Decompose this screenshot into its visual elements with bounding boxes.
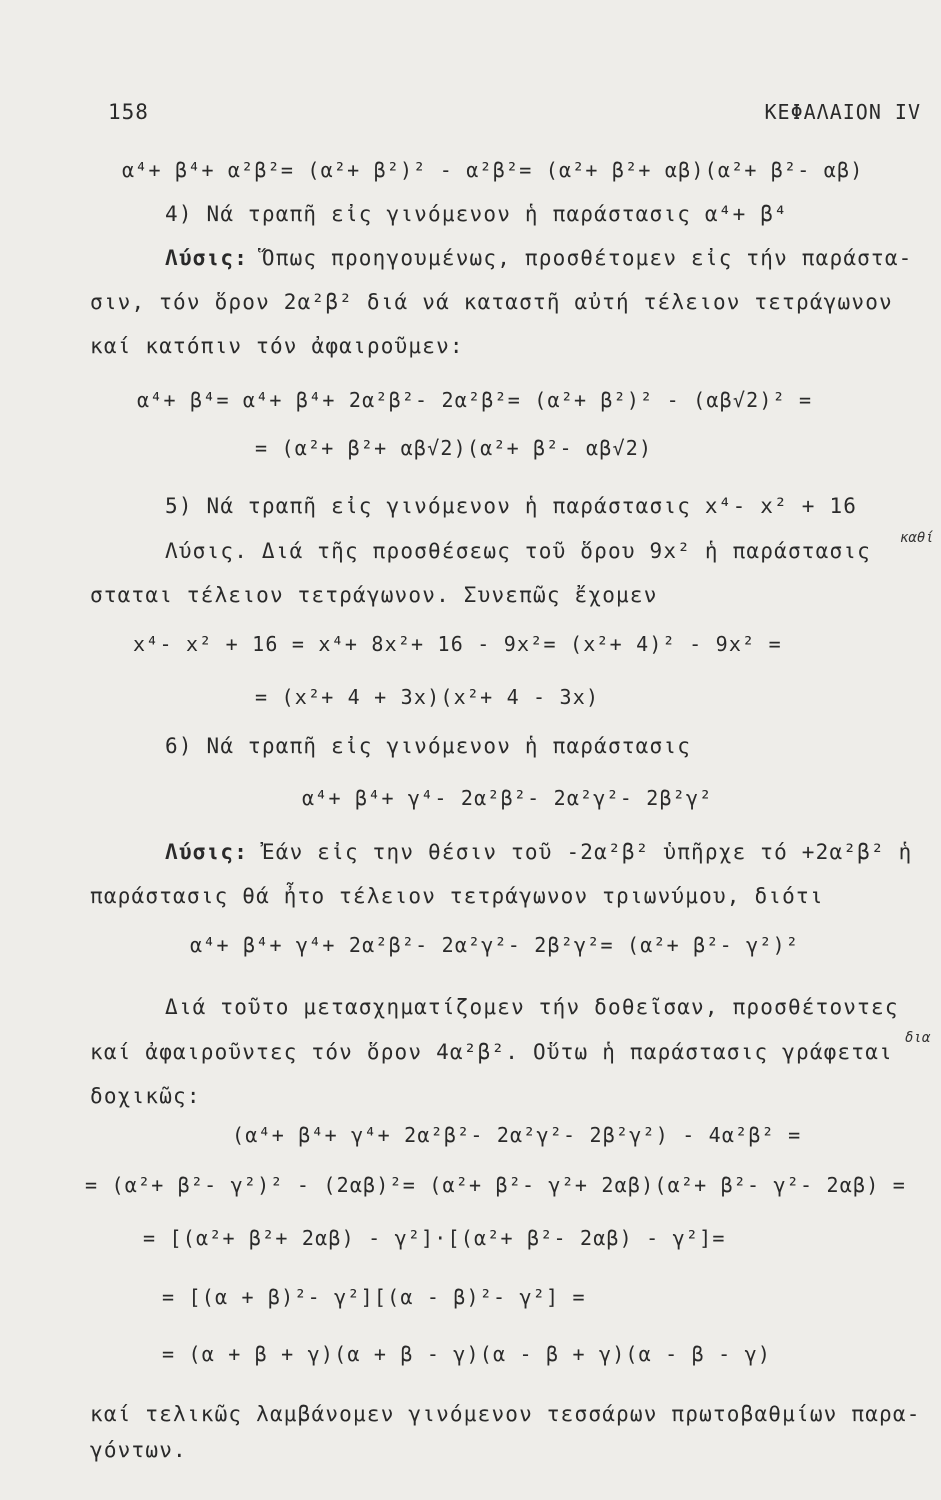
page-header [108, 100, 921, 130]
problem-5-heading: 5) Νά τραπῆ εἰς γινόμενον ἡ παράστασις x⁴- x² + 16 [165, 494, 858, 518]
text-line: γόντων. [90, 1438, 187, 1462]
text-line: καί τελικῶς λαμβάνομεν γινόμενον τεσσάρων πρωτοβαθμίων παρα- [90, 1402, 921, 1426]
equation-line: = (x²+ 4 + 3x)(x²+ 4 - 3x) [255, 685, 600, 709]
problem-6-heading: 6) Νά τραπῆ εἰς γινόμενον ἡ παράστασις [165, 734, 692, 758]
solution-text: Ὅπως προηγουμένως, προσθέτομεν εἰς τήν παράστα- [248, 246, 913, 270]
margin-note: καθί [900, 530, 934, 546]
equation-line: = [(α + β)²- γ²][(α - β)²- γ²] = [162, 1285, 586, 1309]
chapter-title: ΚΕΦΑΛΑΙΟΝ IV [764, 100, 921, 124]
solution-line: Λύσις. Διά τῆς προσθέσεως τοῦ ὅρου 9x² ἡ παράστασις [165, 539, 871, 563]
solution-text: Ἐάν εἰς την θέσιν τοῦ -2α²β² ὑπῆρχε τό +2α²β² ἡ [248, 840, 913, 864]
equation-line: (α⁴+ β⁴+ γ⁴+ 2α²β²- 2α²γ²- 2β²γ²) - 4α²β² = [232, 1123, 802, 1147]
text-line: Διά τοῦτο μετασχηματίζομεν τήν δοθεῖσαν, προσθέτοντες [165, 995, 899, 1019]
text-line: σιν, τόν ὅρον 2α²β² διά νά καταστῆ αὐτή τέλειον τετράγωνον [90, 290, 893, 314]
page-number: 158 [108, 100, 149, 124]
text-line: καί κατόπιν τόν ἀφαιροῦμεν: [90, 334, 464, 358]
equation-line: α⁴+ β⁴+ α²β²= (α²+ β²)² - α²β²= (α²+ β²+ αβ)(α²+ β²- αβ) [122, 158, 864, 182]
text-line: δοχικῶς: [90, 1084, 201, 1108]
solution-line [165, 842, 913, 863]
solution-label: Λύσις: [165, 840, 249, 864]
text-line: σταται τέλειον τετράγωνον. Συνεπῶς ἔχομεν [90, 583, 658, 607]
equation-line: = (α²+ β²- γ²)² - (2αβ)²= (α²+ β²- γ²+ 2αβ)(α²+ β²- γ²- 2αβ) = [85, 1173, 906, 1197]
equation-line: = (α²+ β²+ αβ√2)(α²+ β²- αβ√2) [255, 436, 653, 460]
text-line: καί ἀφαιροῦντες τόν ὅρον 4α²β². Οὕτω ἡ παράστασις γράφεται [90, 1040, 893, 1064]
margin-note: δια [905, 1030, 931, 1046]
problem-4-heading: 4) Νά τραπῆ εἰς γινόμενον ἡ παράστασις α⁴+ β⁴ [165, 202, 788, 226]
equation-line: α⁴+ β⁴= α⁴+ β⁴+ 2α²β²- 2α²β²= (α²+ β²)² - (αβ√2)² = [137, 388, 813, 412]
equation-line: α⁴+ β⁴+ γ⁴- 2α²β²- 2α²γ²- 2β²γ² [302, 786, 713, 810]
equation-line: = [(α²+ β²+ 2αβ) - γ²]·[(α²+ β²- 2αβ) - γ²]= [143, 1226, 726, 1250]
solution-line [165, 248, 913, 269]
equation-line: x⁴- x² + 16 = x⁴+ 8x²+ 16 - 9x²= (x²+ 4)² - 9x² = [133, 632, 782, 656]
equation-line: = (α + β + γ)(α + β - γ)(α - β + γ)(α - β - γ) [162, 1342, 772, 1366]
text-line: παράστασις θά ἦτο τέλειον τετράγωνον τριωνύμου, διότι [90, 884, 824, 908]
equation-line: α⁴+ β⁴+ γ⁴+ 2α²β²- 2α²γ²- 2β²γ²= (α²+ β²- γ²)² [190, 933, 800, 957]
solution-label: Λύσις: [165, 246, 249, 270]
